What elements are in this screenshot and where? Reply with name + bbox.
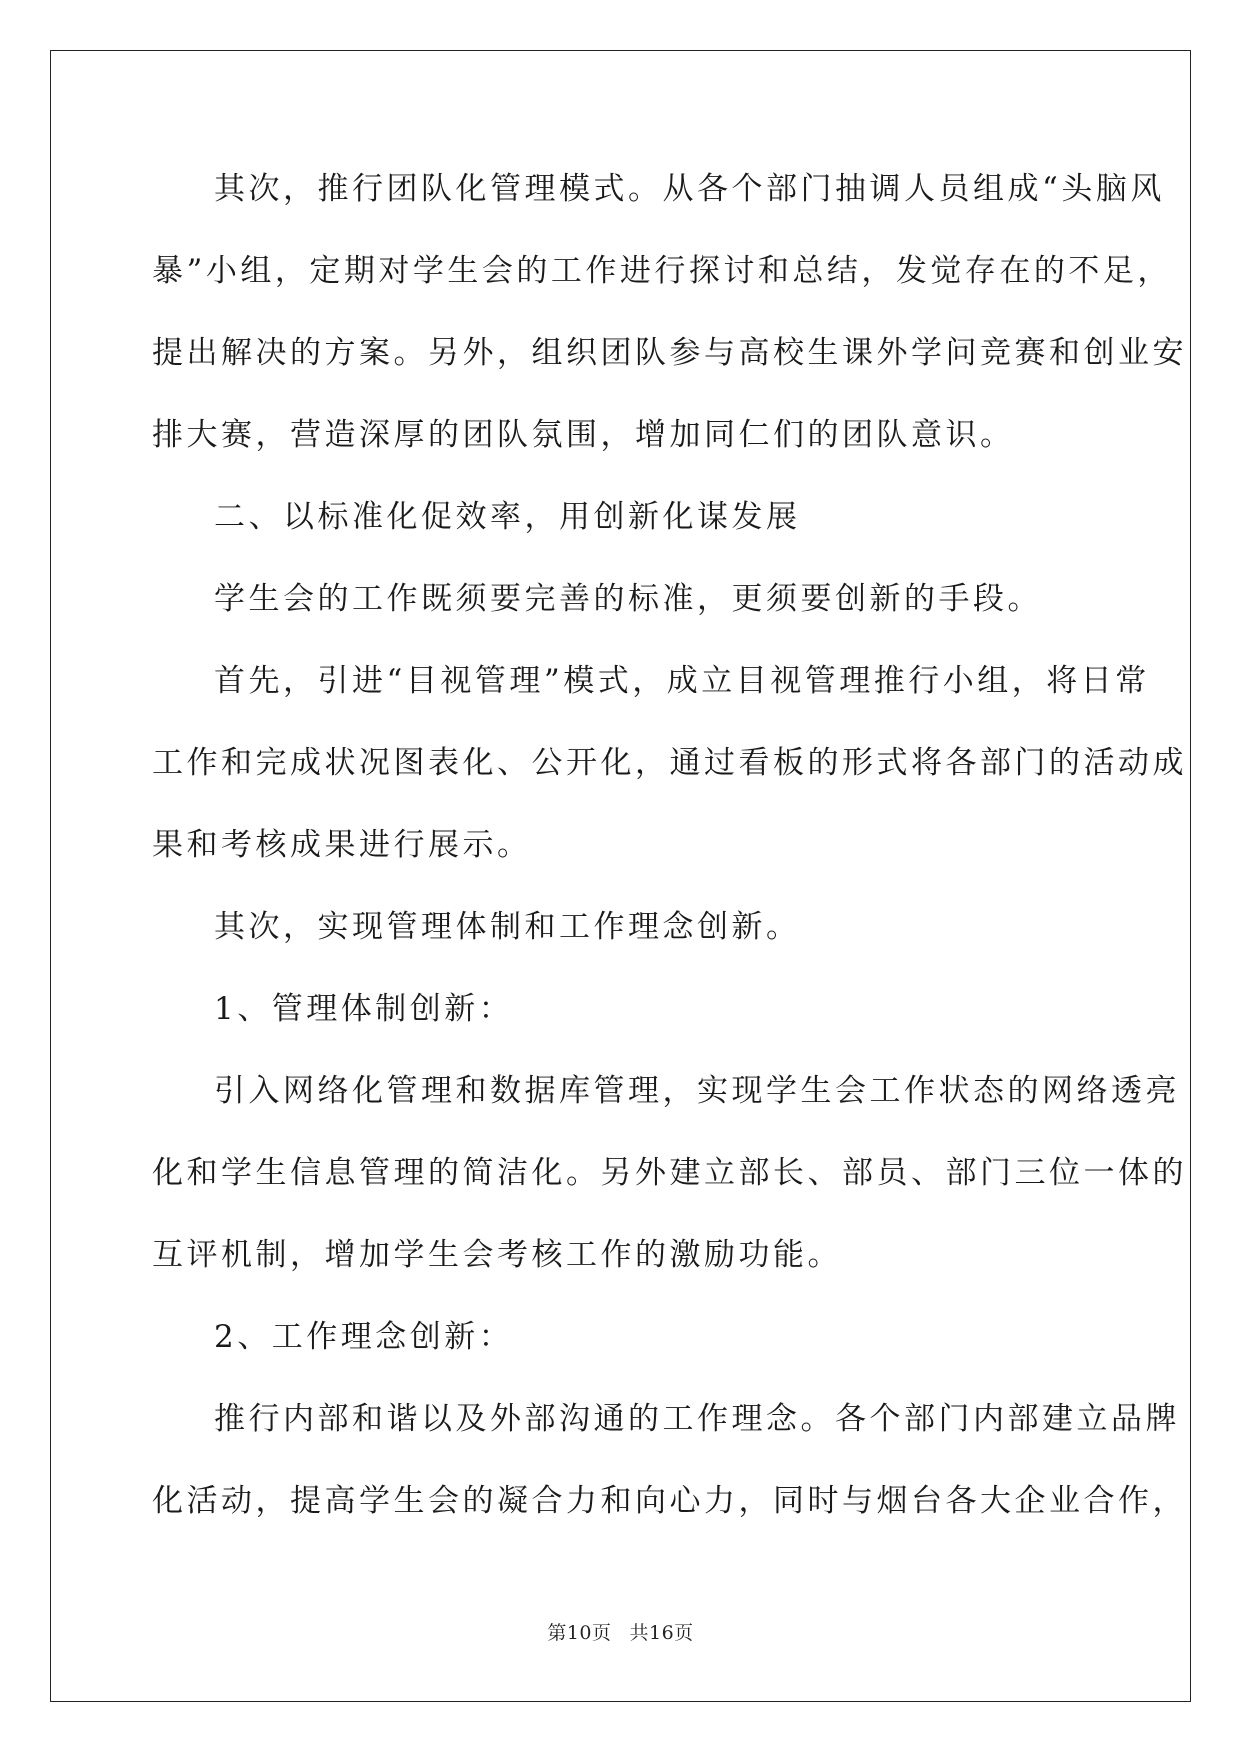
paragraph-system-innovation [152,1050,1187,1296]
paragraph-concept-innovation [152,1378,1187,1542]
text-line: 首先，引进“目视管理”模式，成立目视管理推行小组，将日常 [214,663,1150,699]
paragraph-visual-management [152,640,1187,886]
page-number: 第10页 [547,1622,612,1644]
subheading-system-innovation [152,968,1092,1050]
paragraph-team-management [152,148,1187,476]
text-line: 暴”小组，定期对学生会的工作进行探讨和总结，发觉存在的不足， [152,253,1172,289]
text-line: 化和学生信息管理的简洁化。另外建立部长、部员、部门三位一体的 [152,1155,1187,1191]
paragraph-innovation [152,886,1092,968]
text-line: 提出解决的方案。另外，组织团队参与高校生课外学问竞赛和创业安 [152,335,1187,371]
text-line: 引入网络化管理和数据库管理，实现学生会工作状态的网络透亮 [214,1073,1180,1109]
page-total: 共16页 [629,1622,694,1644]
page-footer [0,1618,1241,1645]
text-line: 排大赛，营造深厚的团队氛围，增加同仁们的团队意识。 [152,417,1015,453]
text-line: 化活动，提高学生会的凝合力和向心力，同时与烟台各大企业合作， [152,1483,1187,1519]
section-heading [152,476,1092,558]
text-line: 果和考核成果进行展示。 [152,827,532,863]
text-line: 2、工作理念创新： [214,1319,514,1355]
text-line: 学生会的工作既须要完善的标准，更须要创新的手段。 [214,581,1042,617]
document-body [152,148,1187,1542]
paragraph-intro [152,558,1092,640]
text-line: 其次，推行团队化管理模式。从各个部门抽调人员组成“头脑风 [214,171,1165,207]
text-line: 其次，实现管理体制和工作理念创新。 [214,909,801,945]
text-line: 互评机制，增加学生会考核工作的激励功能。 [152,1237,842,1273]
text-line: 推行内部和谐以及外部沟通的工作理念。各个部门内部建立品牌 [214,1401,1180,1437]
text-line: 1、管理体制创新： [214,991,514,1027]
text-line: 二、以标准化促效率，用创新化谋发展 [214,499,801,535]
text-line: 工作和完成状况图表化、公开化，通过看板的形式将各部门的活动成 [152,745,1187,781]
subheading-concept-innovation [152,1296,1092,1378]
